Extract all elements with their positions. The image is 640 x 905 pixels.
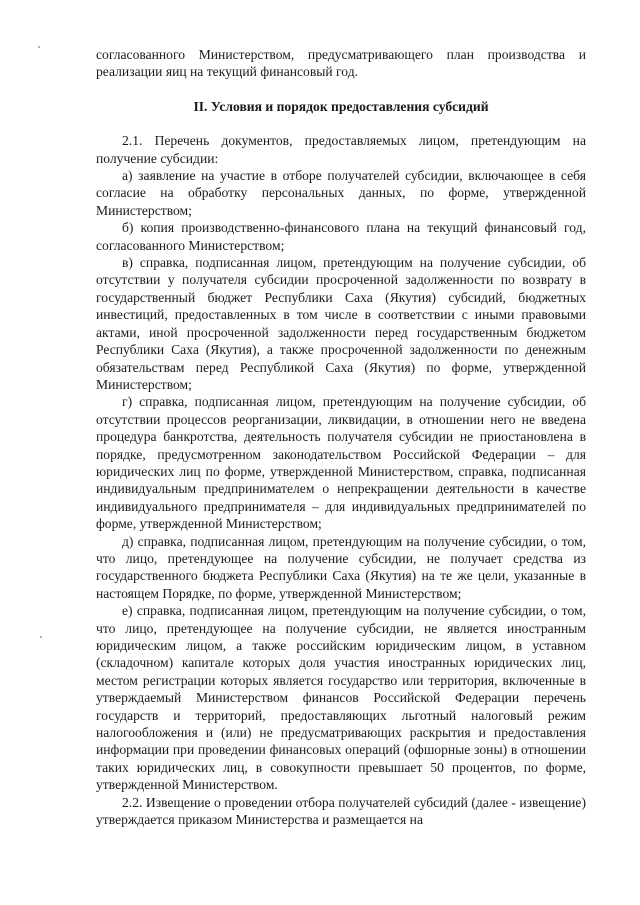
paragraph-item-e: е) справка, подписанная лицом, претендующим на получение субсидии, о том, что лицо, претендующее на получение субсидии, не является иностранным юридическим лицом, а также российским юридическим лицом, в уставном (складочном) капитале которых доля участия иностранных юридических лиц, местом регистрации которых является государство или территория, включенные в утверждаемый Министерством финансов Российской Федерации перечень государств и территорий, предоставляющих льготный налоговый режим налогообложения и (или) не предусматривающих раскрытия и предоставления информации при проведении финансовых операций (офшорные зоны) в отношении таких юридических лиц, в совокупности превышает 50 процентов, по форме, утвержденной Министерством. [96, 603, 586, 793]
paragraph-2-1: 2.1. Перечень документов, предоставляемых лицом, претендующим на получение субсидии: [96, 133, 586, 166]
paragraph-2-2: 2.2. Извещение о проведении отбора получателей субсидий (далее - извещение) утверждается приказом Министерства и размещается на [96, 794, 586, 828]
section-title: II. Условия и порядок предоставления субсидий [193, 98, 489, 114]
intro-paragraph: согласованного Министерством, предусматривающего план производства и реализации яиц на текущий финансовый год. [96, 47, 586, 80]
scan-speck [38, 46, 40, 48]
document-page [96, 46, 586, 828]
paragraph-item-d: д) справка, подписанная лицом, претендующим на получение субсидии, о том, что лицо, претендующее на получение субсидии, не получает средства из государственного бюджета Республики Саха (Якутия) на те же цели, указанные в настоящем Порядке, по форме, утвержденной Министерством; [96, 533, 586, 601]
paragraph-item-g: г) справка, подписанная лицом, претендующим на получение субсидии, об отсутствии процессов реорганизации, ликвидации, в отношении него не введена процедура банкротства, деятельность получателя субсидии не приостановлена в порядке, предусмотренном законодательством Российской Федерации – для юридических лиц по форме, утвержденной Министерством, справка, подписанная индивидуальным предпринимателем о непрекращении деятельности в качестве индивидуального предпринимателя – для индивидуальных предпринимателей по форме, утвержденной Министерством; [96, 394, 586, 532]
paragraph-item-a: а) заявление на участие в отборе получателей субсидии, включающее в себя согласие на обработку персональных данных, по форме, утвержденной Министерством; [96, 168, 586, 218]
paragraph-item-v: в) справка, подписанная лицом, претендующим на получение субсидии, об отсутствии у получателя субсидии просроченной задолженности по возврату в государственный бюджет Республики Саха (Якутия) субсидий, бюджетных инвестиций, предоставленных в том числе в соответствии с иными правовыми актами, иной просроченной задолженности перед государственным бюджетом Республики Саха (Якутия), а также просроченной задолженности по денежным обязательствам перед Республикой Саха (Якутия) по форме, утвержденной Министерством; [96, 255, 586, 392]
paragraph-item-b: б) копия производственно-финансового плана на текущий финансовый год, согласованного Министерством; [96, 220, 586, 253]
scan-speck [40, 636, 42, 638]
